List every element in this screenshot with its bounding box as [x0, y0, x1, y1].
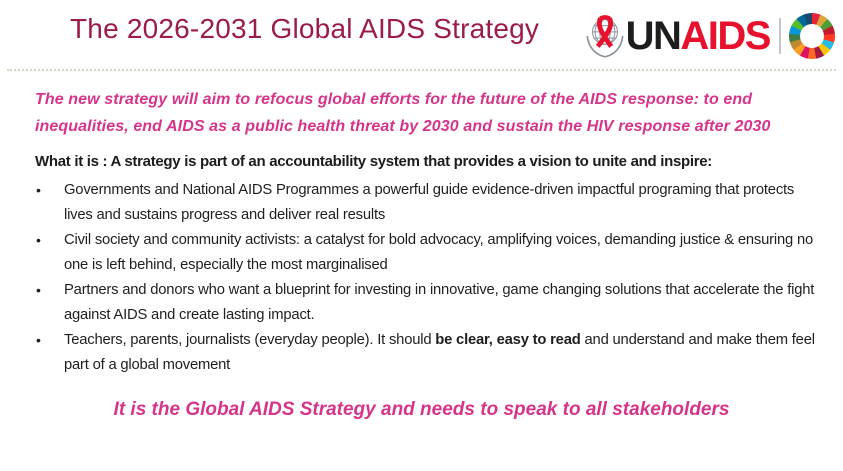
bullet-governments-text: Governments and National AIDS Programmes a powerful guide evidence-driven impactful programing that protects lives and sustains progress and deliver real results	[64, 182, 795, 223]
bullet-marker: •	[36, 232, 41, 248]
closing-statement: It is the Global AIDS Strategy and needs to speak to all stakeholders	[113, 399, 730, 420]
bullet-civil-society-text: Civil society and community activists: a catalyst for bold advocacy, amplifying voices, demanding justice & ensuring no one is left behind, especially the most marginalised	[64, 232, 814, 273]
sdg-wheel-icon	[789, 13, 835, 59]
unaids-logo	[582, 10, 835, 62]
bullet-everyday-people-post: and understand and make them feel part of a global movement	[64, 332, 815, 373]
bullet-partners-donors-text: Partners and donors who want a blueprint for investing in innovative, game changing solutions that accelerate the fight against AIDS and create lasting impact.	[64, 282, 815, 323]
intro-statement: The new strategy will aim to refocus global efforts for the future of the AIDS response: to end inequalities, end AIDS as a public health threat by 2030 and sustain the HIV response after 2030	[35, 91, 771, 135]
bullet-everyday-people-text	[64, 328, 820, 378]
bullet-governments	[36, 178, 820, 228]
bullet-everyday-people-bold: be clear, easy to read	[435, 332, 581, 348]
bullet-civil-society	[36, 228, 820, 278]
un-emblem-ribbon-icon	[582, 11, 628, 61]
dotted-divider-line	[7, 69, 836, 71]
logo-un-text: UN	[625, 14, 681, 58]
bullet-marker: •	[36, 332, 41, 348]
sdg-wheel-hole	[800, 24, 824, 48]
slide-title: The 2026-2031 Global AIDS Strategy	[70, 13, 540, 44]
bullet-list	[36, 178, 820, 378]
bullet-everyday-people	[36, 328, 820, 378]
logo-aids-text: AIDS	[680, 14, 770, 58]
bullet-marker: •	[36, 182, 41, 198]
bullet-partners-donors	[36, 278, 820, 328]
section-heading: What it is : A strategy is part of an accountability system that provides a vision to unite and inspire:	[35, 153, 712, 170]
logo-divider	[779, 18, 781, 54]
bullet-everyday-people-pre: Teachers, parents, journalists (everyday people). It should	[64, 332, 436, 348]
bullet-marker: •	[36, 282, 41, 298]
